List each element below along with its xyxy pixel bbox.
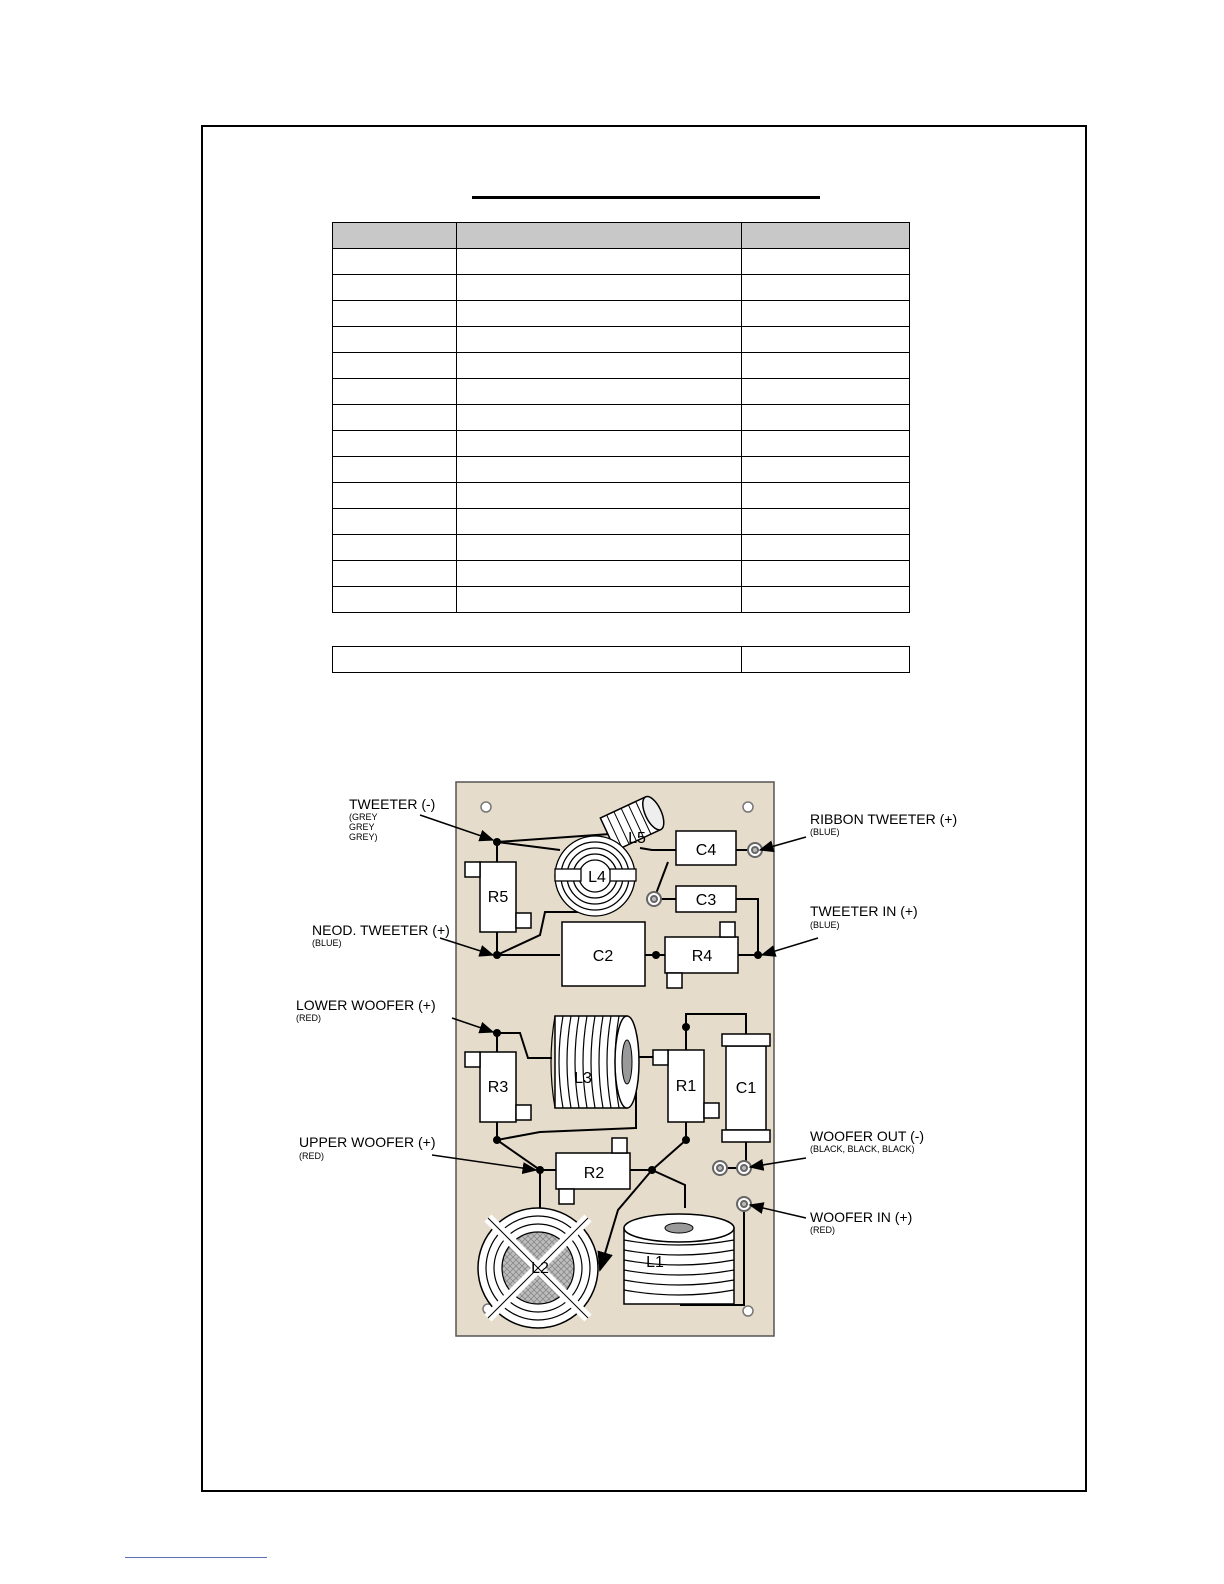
upper-woofer-color: (RED) [299,1151,324,1161]
r2-label: R2 [583,1165,605,1182]
lower-woofer-color: (RED) [296,1013,321,1023]
tweeter-neg-color-1: (GREY [349,812,378,822]
tweeter-neg-color-2: GREY [349,822,375,832]
ribbon-tweeter-label: RIBBON TWEETER (+) [810,811,958,827]
neod-tweeter-label: NEOD. TWEETER (+) [312,922,450,938]
lower-woofer-label: LOWER WOOFER (+) [296,997,436,1013]
l3-label: L3 [574,1070,592,1087]
c4-label: C4 [695,842,717,859]
c2-label: C2 [592,948,614,965]
capacitor-c1 [722,1034,770,1142]
inductor-l1 [624,1214,734,1304]
r3-label: R3 [487,1079,509,1096]
tweeter-neg-color-3: GREY) [349,832,378,842]
ribbon-tweeter-color: (BLUE) [810,827,840,837]
l5-label: L5 [628,830,646,847]
inductor-l2 [478,1208,598,1328]
l1-label: L1 [646,1254,664,1271]
capacitor-c2 [562,922,645,986]
r1-label: R1 [675,1078,697,1095]
capacitor-c3 [676,886,736,912]
neod-tweeter-color: (BLUE) [312,938,342,948]
c3-label: C3 [695,892,717,909]
r5-label: R5 [487,889,509,906]
r4-label: R4 [691,948,713,965]
tweeter-in-color: (BLUE) [810,920,840,930]
l4-label: L4 [588,869,606,886]
inductor-l3 [551,1016,639,1108]
footer-link-underline [125,1557,267,1558]
woofer-out-label: WOOFER OUT (-) [810,1128,925,1144]
woofer-in-label: WOOFER IN (+) [810,1209,913,1225]
capacitor-c4 [676,831,736,865]
c1-label: C1 [735,1080,757,1097]
tweeter-in-label: TWEETER IN (+) [810,903,918,919]
upper-woofer-label: UPPER WOOFER (+) [299,1134,436,1150]
l2-label: L2 [531,1260,549,1277]
inductor-l4 [555,836,636,916]
woofer-in-color: (RED) [810,1225,835,1235]
tweeter-neg-label: TWEETER (-) [349,796,436,812]
woofer-out-color: (BLACK, BLACK, BLACK) [810,1144,915,1154]
